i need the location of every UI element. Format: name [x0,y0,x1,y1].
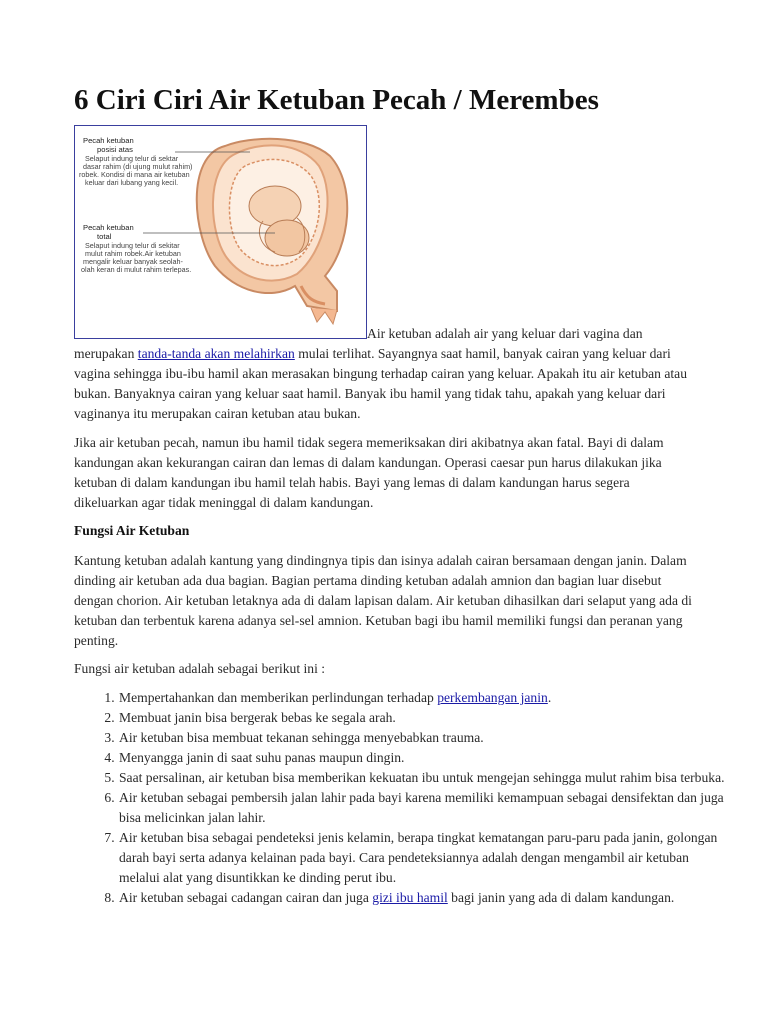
list-item-8-end: bagi janin yang ada di dalam kandungan. [447,890,675,905]
list-item [118,688,728,708]
label-bottom-desc-1: Selaput indung telur di sekitar [85,241,180,250]
label-bottom-desc-4: olah keran di mulut rahim terlepas. [81,265,192,274]
label-top-desc-2: dasar rahim (di ujung mulut rahim) [83,162,193,171]
link-gizi-ibu-hamil[interactable]: gizi ibu hamil [372,890,448,905]
link-perkembangan-janin[interactable]: perkembangan janin [437,690,548,705]
link-tanda-melahirkan[interactable]: tanda-tanda akan melahirkan [137,346,295,361]
label-bottom-title: Pecah ketuban [83,223,134,232]
intro-text-1: Air ketuban adalah air yang keluar dari vagina dan merupakan [74,326,643,361]
label-top-title: Pecah ketuban [83,136,134,145]
paragraph-2: Jika air ketuban pecah, namun ibu hamil tidak segera memeriksakan diri akibatnya akan fatal. Bayi di dalam kandungan akan kekurangan cairan dan lemas di dalam kandungan. Operasi caesar pun harus dilakukan jika ketuban di dalam kandungan ibu hamil telah habis. Bayi yang lemas di dalam kandungan harus segera dikeluarkan agar tidak meninggal di dalam kandungan. [74,435,664,510]
label-top-desc-4: keluar dari lubang yang kecil. [85,178,179,187]
list-item: 4. Menyangga janin di saat suhu panas maupun dingin. [118,748,728,768]
list-item [118,888,728,908]
intro-paragraph [74,324,694,424]
functions-list [74,688,728,908]
intro-text-2: mulai terlihat. Sayangnya saat hamil, banyak cairan yang keluar dari vagina sehingga ibu-ibu hamil akan merasakan bingung terhadap cairan yang keluar. Apakah itu air ketuban atau bukan. Banyaknya cairan yang keluar saat hamil. Banyak ibu hamil yang tidak tahu, apakah yang keluar dari vaginanya itu merupakan cairan ketuban atau bukan. [74,346,688,421]
paragraph-3: Kantung ketuban adalah kantung yang dindingnya tipis dan isinya adalah cairan bersamaan dengan janin. Dalam dinding air ketuban ada dua bagian. Bagian pertama dinding ketuban adalah amnion dan bagian luar disebut dengan chorion. Air ketuban letaknya ada di dalam lapisan dalam. Air ketuban dihasilkan dari selaput yang ada di ketuban dan terbentuk karena adanya sel-sel amnion. Ketuban bagi ibu hamil memiliki fungsi dan peranan yang penting. [74,553,692,648]
label-top-sub: posisi atas [97,145,133,154]
label-bottom-sub: total [97,232,112,241]
list-item-8-text: Air ketuban sebagai cadangan cairan dan juga [119,890,373,905]
section-heading: Fungsi Air Ketuban [74,523,190,538]
list-item-1-end: . [547,690,552,705]
page-title: 6 Ciri Ciri Air Ketuban Pecah / Merembes [74,84,599,116]
paragraph-4: Fungsi air ketuban adalah sebagai berikut ini : [74,661,326,676]
list-item: 6. Air ketuban sebagai pembersih jalan lahir pada bayi karena memiliki kemampuan sebagai densifektan dan juga bisa melicinkan jalan lahir. [118,788,728,828]
label-bottom-desc-2: mulut rahim robek.Air ketuban [85,249,181,258]
label-bottom-desc-3: mengalir keluar banyak seolah- [83,257,183,266]
label-top-desc-1: Selaput indung telur di sektar [85,154,179,163]
list-item: 2. Membuat janin bisa bergerak bebas ke segala arah. [118,708,728,728]
list-item-1-text: Mempertahankan dan memberikan perlindungan terhadap [119,690,438,705]
list-item: 3. Air ketuban bisa membuat tekanan sehingga menyebabkan trauma. [118,728,728,748]
list-item: 7. Air ketuban bisa sebagai pendeteksi jenis kelamin, berapa tingkat kematangan paru-paru pada janin, golongan darah bayi serta adanya kelainan pada bayi. Cara pendeteksiannya adalah dengan mengambil air ketuban melalui alat yang disuntikkan ke dinding perut ibu. [118,828,728,888]
label-top-desc-3: robek. Kondisi di mana air ketuban [79,170,190,179]
list-item: 5. Saat persalinan, air ketuban bisa memberikan kekuatan ibu untuk mengejan sehingga mulut rahim bisa terbuka. [118,768,728,788]
uterus-diagram [75,126,366,338]
uterus-illustration [74,125,367,339]
